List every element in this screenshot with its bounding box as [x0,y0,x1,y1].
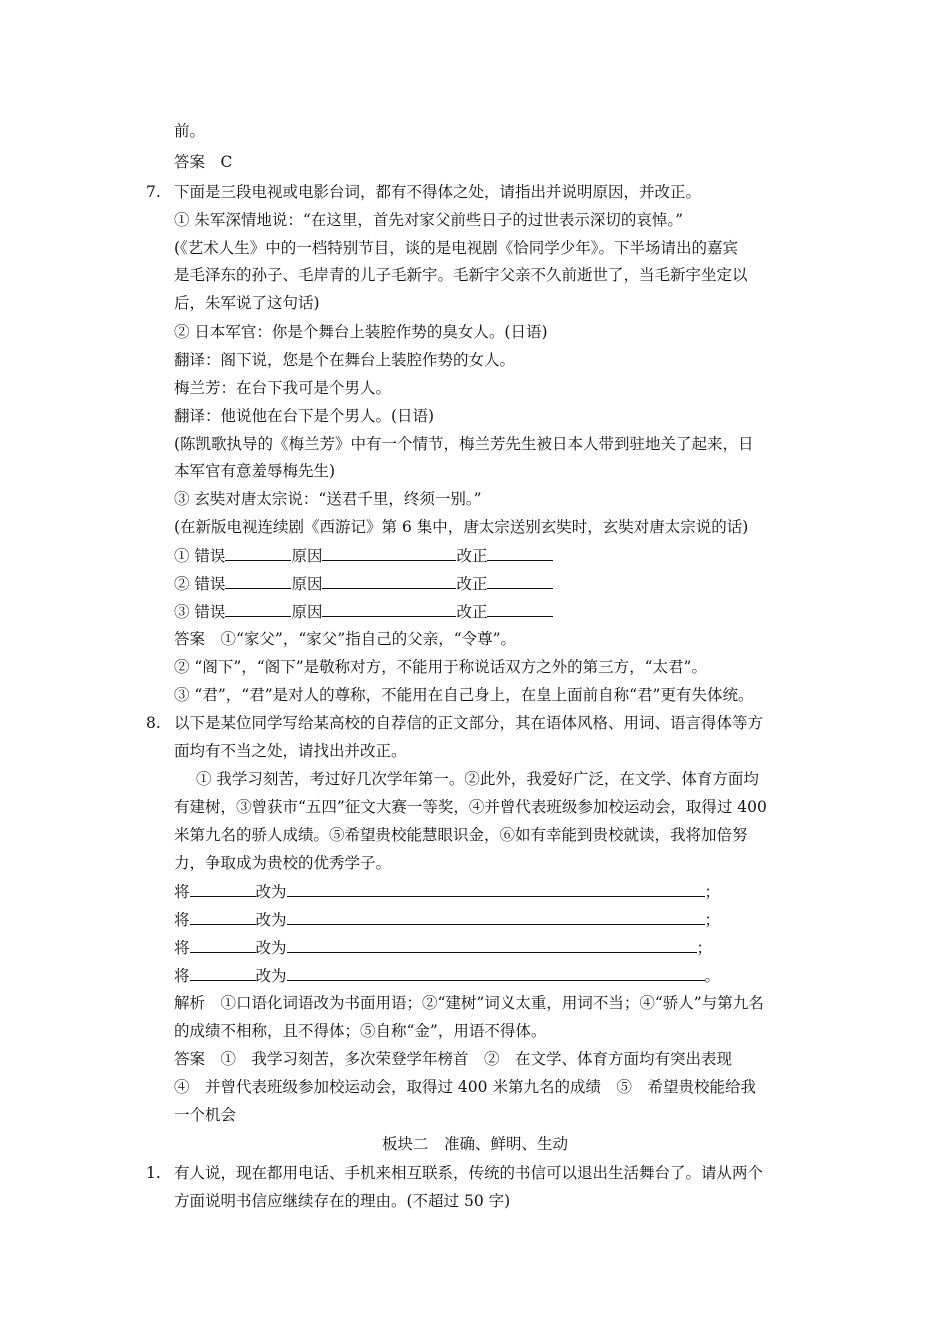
section-heading: 板块二 准确、鲜明、生动 [381,1135,568,1153]
q7-line2-translation: 翻译：阁下说，您是个在舞台上装腔作势的女人。 [174,351,516,369]
q7-line3: ③ 玄奘对唐太宗说：“送君千里，终须一别。” [174,490,482,508]
blank-correction-label: 改正 [456,603,488,621]
blank-line[interactable] [322,545,456,561]
blank-line[interactable] [225,573,291,589]
q8-letter-line: 力，争取成为贵校的优秀学子。 [174,854,392,872]
blank-line[interactable] [487,601,553,617]
q7-context2-line: 本军官有意羞辱梅先生) [174,462,336,480]
q8-fill-row [174,937,712,957]
fill-from-label: 将 [174,967,190,985]
q8-letter-line: 有建树，③曾获市“五四”征文大赛一等奖，④并曾代表班级参加校运动会，取得过 400 [174,798,767,816]
blank-line[interactable] [322,601,456,617]
blank-correction-label: 改正 [456,575,488,593]
fill-to-label: 改为 [255,911,287,929]
q7-blank-row [174,601,553,621]
blank-line[interactable] [287,965,705,981]
blank-line[interactable] [190,937,256,953]
blank-line[interactable] [487,573,553,589]
fill-to-label: 改为 [255,883,287,901]
q7-blank-row [174,573,553,593]
q7-context1-line: 后，朱军说了这句话) [174,294,320,312]
blank-line[interactable] [190,965,256,981]
fill-end-mark: 。 [704,967,721,985]
fill-from-label: 将 [174,939,190,957]
blank-reason-label: 原因 [291,547,323,565]
q8-letter-line: 米第九名的骄人成绩。⑤希望贵校能慧眼识金，⑥如有幸能到贵校就读，我将加倍努 [174,826,748,844]
blank-error-label: ① 错误 [174,547,226,565]
blank-correction-label: 改正 [456,547,488,565]
q7-number: 7. [146,183,161,201]
q7-context2-line: (陈凯歌执导的《梅兰芳》中有一个情节，梅兰芳先生被日本人带到驻地关了起来，日 [174,435,754,453]
q1-stem-line: 方面说明书信应继续存在的理由。(不超过 50 字) [174,1192,511,1210]
q8-stem-line: 面均有不当之处，请找出并改正。 [174,742,407,760]
q1-stem-line: 有人说，现在都用电话、手机来相互联系，传统的书信可以退出生活舞台了。请从两个 [174,1164,764,1182]
blank-error-label: ③ 错误 [174,603,226,621]
fill-end-mark: ； [696,939,713,957]
q7-stem: 下面是三段电视或电影台词，都有不得体之处，请指出并说明原因，并改正。 [174,183,702,201]
blank-reason-label: 原因 [291,575,323,593]
q7-line2-reply-translation: 翻译：他说他在台下是个男人。(日语) [174,407,435,425]
blank-line[interactable] [225,545,291,561]
blank-error-label: ② 错误 [174,575,226,593]
q7-context1-line: 是毛泽东的孙子、毛岸青的儿子毛新宇。毛新宇父亲不久前逝世了，当毛新宇坐定以 [174,266,748,284]
blank-line[interactable] [190,909,256,925]
q8-letter-line: ① 我学习刻苦，考过好几次学年第一。②此外，我爱好广泛，在文学、体育方面均 [196,770,759,788]
fill-end-mark: ； [704,883,721,901]
blank-reason-label: 原因 [291,603,323,621]
q8-answer-line: 一个机会 [174,1106,237,1124]
blank-line[interactable] [190,881,256,897]
blank-line[interactable] [322,573,456,589]
blank-line[interactable] [287,909,705,925]
q7-line2: ② 日本军官：你是个舞台上装腔作势的臭女人。(日语) [174,323,548,341]
blank-line[interactable] [287,881,705,897]
q1-number: 1. [146,1164,161,1182]
fill-to-label: 改为 [255,939,287,957]
q7-answer-line: 答案 ①“家父”，“家父”指自己的父亲，“令尊”。 [174,630,517,648]
fill-to-label: 改为 [255,967,287,985]
q8-number: 8. [146,714,161,732]
blank-line[interactable] [487,545,553,561]
q7-line2-reply: 梅兰芳：在台下我可是个男人。 [174,379,392,397]
fill-from-label: 将 [174,911,190,929]
continued-text: 前。 [174,122,206,140]
fill-from-label: 将 [174,883,190,901]
blank-line[interactable] [225,601,291,617]
q8-answer-line: 答案 ① 我学习刻苦，多次荣登学年榜首 ② 在文学、体育方面均有突出表现 [174,1050,733,1068]
answer-q6: 答案 C [174,153,233,171]
q8-analysis-line: 的成绩不相称，且不得体；⑤自称“金”，用语不得体。 [174,1022,547,1040]
q7-context1-line: (《艺术人生》中的一档特别节目，谈的是电视剧《恰同学少年》。下半场请出的嘉宾 [174,239,739,257]
q8-fill-row [174,881,720,901]
q8-analysis-line: 解析 ①口语化词语改为书面用语；②“建树”词义太重，用词不当；④“骄人”与第九名 [174,994,764,1012]
q7-answer-line: ③ “君”，“君”是对人的尊称，不能用在自己身上，在皇上面前自称“君”更有失体统。 [174,686,754,704]
q7-context3: (在新版电视连续剧《西游记》第 6 集中，唐太宗送别玄奘时，玄奘对唐太宗说的话) [174,518,749,536]
q7-answer-line: ② “阁下”，“阁下”是敬称对方，不能用于称说话双方之外的第三方，“太君”。 [174,658,707,676]
q7-blank-row [174,545,553,565]
fill-end-mark: ； [704,911,721,929]
q8-answer-line: ④ 并曾代表班级参加校运动会，取得过 400 米第九名的成绩 ⑤ 希望贵校能给我 [174,1078,756,1096]
q8-stem-line: 以下是某位同学写给某高校的自荐信的正文部分，其在语体风格、用词、语言得体等方 [174,714,764,732]
q7-line1: ① 朱军深情地说：“在这里，首先对家父前些日子的过世表示深切的哀悼。” [174,211,684,229]
blank-line[interactable] [287,937,697,953]
q8-fill-row [174,965,720,985]
q8-fill-row [174,909,720,929]
